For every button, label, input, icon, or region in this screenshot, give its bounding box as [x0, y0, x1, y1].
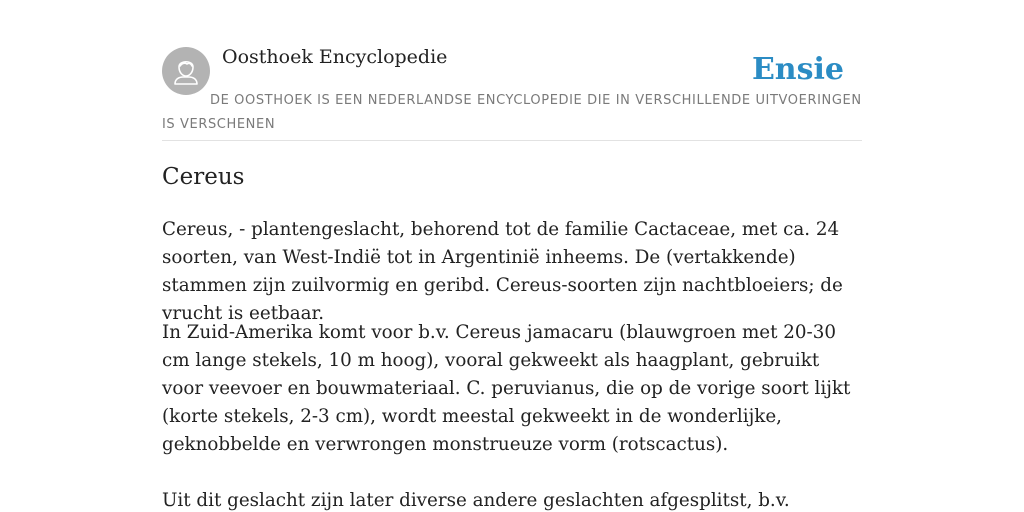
article-paragraph-2: In Zuid-Amerika komt voor b.v. Cereus jamacaru (blauwgroen met 20-30 cm lange stekels, 10 m hoog), vooral gekweekt als haagplant, gebruikt voor veevoer en bouwmateriaal. C. peruvianus, die op de vorige soort lijkt (korte stekels, 2-3 cm), wordt meestal gekweekt in de wonderlijke, geknobbelde en verwrongen monstrueuze vorm (rotscactus). [162, 322, 851, 455]
article-title: Cereus [162, 164, 245, 190]
author-description: DE OOSTHOEK IS EEN NEDERLANDSE ENCYCLOPEDIE DIE IN VERSCHILLENDE UITVOERINGEN IS VERSCHENEN [162, 93, 862, 132]
page-header [162, 0, 862, 141]
user-silhouette-icon [162, 47, 210, 95]
article-paragraph-1: Cereus, - plantengeslacht, behorend tot de familie Cactaceae, met ca. 24 soorten, van West-Indië tot in Argentinië inheems. De (vertakkende) stammen zijn zuilvormig en geribd. Cereus-soorten zijn nachtbloeiers; de vrucht is eetbaar. [162, 219, 843, 324]
article-paragraph-3: Uit dit geslacht zijn later diverse andere geslachten afgesplitst, b.v. [162, 490, 790, 511]
author-avatar[interactable] [162, 47, 210, 95]
ensie-logo[interactable]: Ensie [751, 52, 844, 87]
author-name[interactable]: Oosthoek Encyclopedie [222, 46, 448, 68]
article-container [162, 0, 862, 511]
